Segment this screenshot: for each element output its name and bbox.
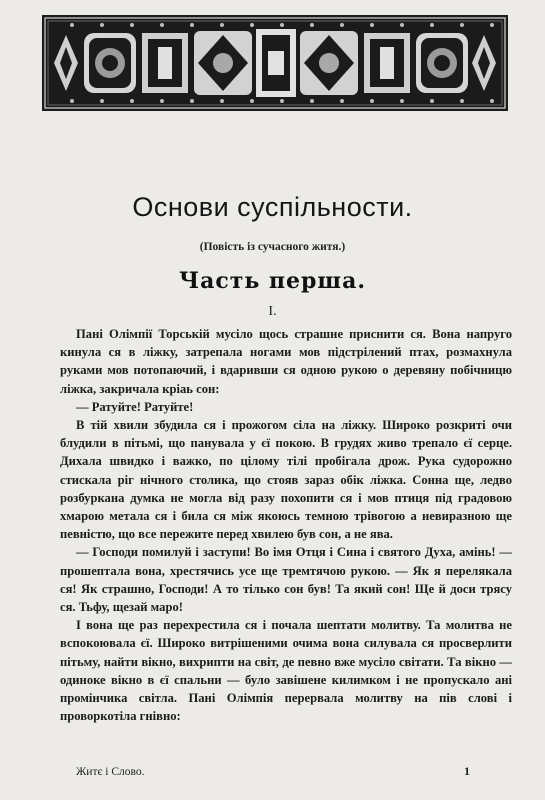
paragraph: — Ратуйте! Ратуйте! — [76, 399, 194, 414]
part-heading: Часть перша. — [178, 268, 366, 294]
footer-signature: Житє і Слово. — [76, 766, 145, 778]
paragraph: — Господи помилуй і заступи! Во імя Отця і Сина і святого Духа, амінь! — прошептала вона, хрестячись усе ще тремтячою рукою. — Як я перелякала ся! Як страшно, Господи! А то тілько сон був! Та який сон! Ще й доси трясу ся. Тьфу, щезай маро! — [60, 545, 512, 615]
page-title: Основи суспільности. — [132, 192, 413, 222]
paragraph: Пані Олімпії Торській мусіло щось страшне приснити ся. Вона напруго кинула ся в ліжку, затрепала ногами мов підстрілений птах, розмахнула руками мов потопаючий, і вдаривши ся одною рукою о деревяну побічницю ліжка, закричала кріаь сон: — [60, 327, 512, 396]
body-text — [60, 325, 512, 725]
paragraph: В тій хвили збудила ся і прожогом сіла на ліжку. Широко розкриті очи блудили в пітьмі, що панувала у єї покою. В грудях живо трепало єї серце. Дихала швидко і важко, по цілому тілі пробігала дрож. Рука судорожно стискала ріг нічного столика, що стояв зараз обік ліжка. Сонна ще, ледво розбуркана думка не могла від разу похопити ся і мов птиця під градовою хмарою метала ся і била ся між якоюсь темною трівогою а невиразною ще певністю, що все пережите перед хвилею був сон, а не ява. — [60, 418, 512, 542]
subtitle: (Повість із сучасного житя.) — [199, 241, 346, 253]
decorative-ornament-band-icon — [42, 15, 508, 111]
page-number: 1 — [464, 764, 470, 778]
chapter-number: I. — [268, 304, 277, 319]
paragraph: І вона ще раз перехрестила ся і почала шептати молитву. Та молитва не вспокоювала єї. Широко витрішеними очима вона силувала ся просверлити пітьму, найти вікно, вихрипти на світ, де певно вже мусіло світати. Та вікно — одиноке вікно в єї спальни — було завішене килимком і не пропускало ані промінчика світла. Пані Олімпія перервала молитву на пів слові і проворкотіла гнівно: — [60, 618, 512, 724]
